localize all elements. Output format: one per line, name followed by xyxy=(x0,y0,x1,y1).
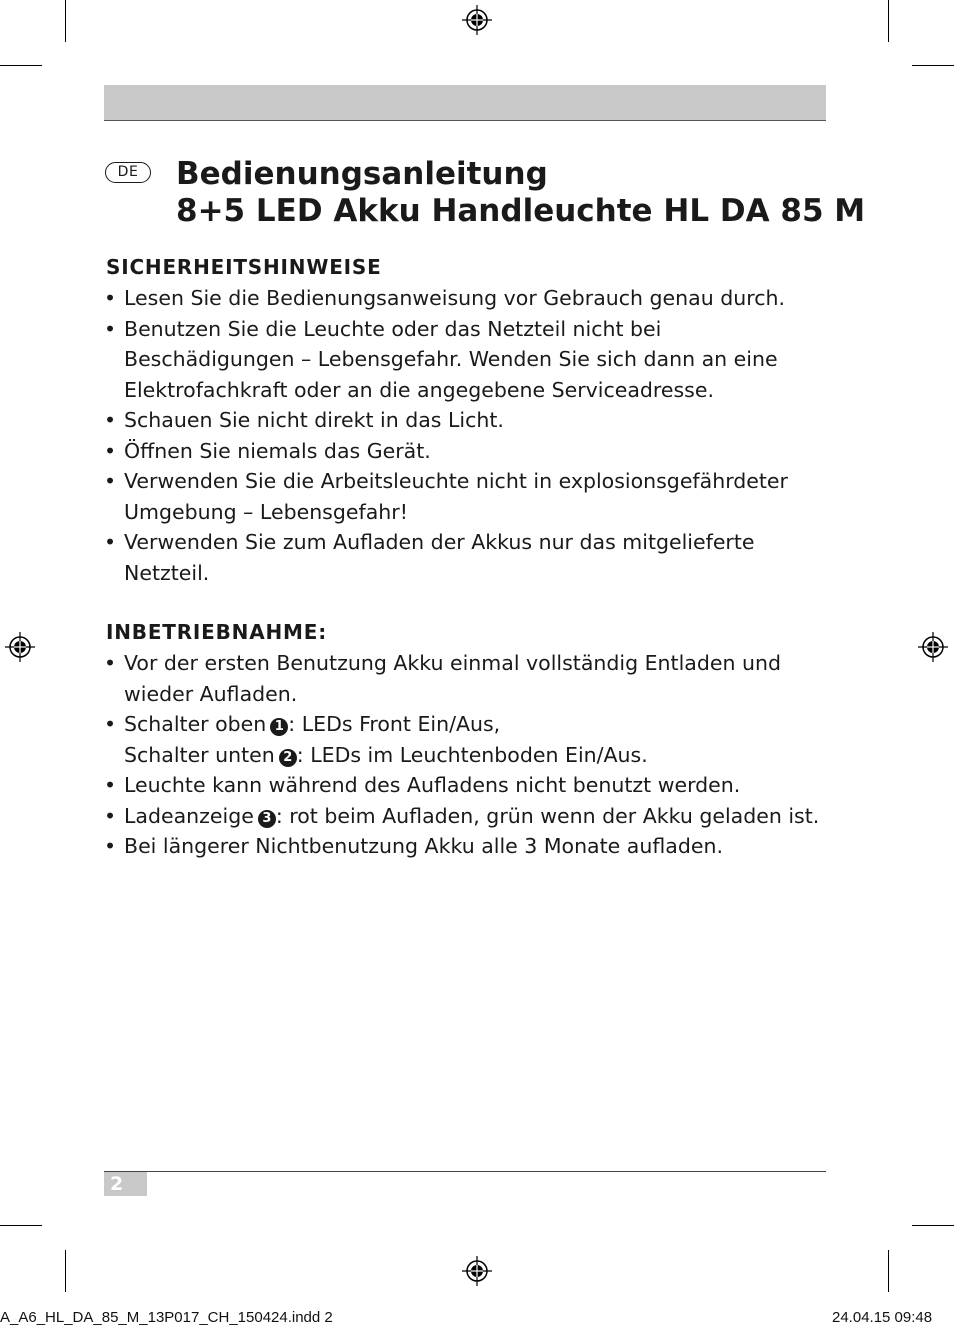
list-item: • Verwenden Sie die Arbeitsleuchte nicht in explosionsgefährdeter Umgebung – Lebensgefahr! xyxy=(104,469,788,524)
header-bar xyxy=(104,85,826,121)
list-item: • Ladeanzeige 3 : rot beim Aufladen, grün wenn der Akku geladen ist. xyxy=(104,803,820,828)
page-title xyxy=(176,156,865,230)
section-heading-safety: SICHERHEITSHINWEISE xyxy=(106,255,382,279)
registration-mark-icon xyxy=(5,632,35,662)
crop-mark xyxy=(912,65,954,66)
print-date-time: 24.04.15 09:48 xyxy=(832,1309,933,1326)
list-item: • Vor der ersten Benutzung Akku einmal vollständig Entladen und wieder Aufladen. xyxy=(104,651,781,706)
number-marker-3-icon: 3 xyxy=(258,810,276,828)
crop-mark xyxy=(0,1225,42,1226)
crop-mark xyxy=(0,65,42,66)
title-line-1: Bedienungsanleitung xyxy=(176,156,548,192)
list-item: • Schalter oben 1 : LEDs Front Ein/Aus, Schalter unten 2 : LEDs im Leuchtenboden Ein/Aus. xyxy=(104,712,648,767)
list-item: • Verwenden Sie zum Aufladen der Akkus nur das mitgelieferte Netzteil. xyxy=(104,530,755,585)
list-item: • Leuchte kann während des Aufladens nicht benutzt werden. xyxy=(104,773,741,797)
crop-mark xyxy=(65,1250,66,1292)
language-badge: DE xyxy=(105,162,151,183)
crop-mark xyxy=(65,0,66,42)
list-item: • Schauen Sie nicht direkt in das Licht. xyxy=(104,408,504,432)
registration-mark-icon xyxy=(462,5,492,35)
crop-mark xyxy=(888,1250,889,1292)
list-item: • Bei längerer Nichtbenutzung Akku alle 3 Monate aufladen. xyxy=(104,834,723,858)
safety-list xyxy=(104,283,824,588)
title-line-2: 8+5 LED Akku Handleuchte HL DA 85 M xyxy=(176,193,866,229)
number-marker-1-icon: 1 xyxy=(270,718,288,736)
list-item: • Lesen Sie die Bedienungsanweisung vor Gebrauch genau durch. xyxy=(104,286,785,310)
list-item: • Öffnen Sie niemals das Gerät. xyxy=(104,438,431,463)
registration-mark-icon xyxy=(918,632,948,662)
section-heading-startup: INBETRIEBNAHME: xyxy=(106,620,327,644)
file-slug: A_A6_HL_DA_85_M_13P017_CH_150424.indd 2 xyxy=(0,1309,333,1326)
startup-list xyxy=(104,648,824,862)
page-number: 2 xyxy=(104,1172,147,1196)
list-item: • Benutzen Sie die Leuchte oder das Netzteil nicht bei Beschädigungen – Lebensgefahr. Wenden Sie sich dann an eine Elektrofachkraft oder an die angegebene Serviceadresse. xyxy=(104,316,778,402)
footer-rule xyxy=(104,1171,826,1172)
registration-mark-icon xyxy=(462,1256,492,1286)
number-marker-2-icon: 2 xyxy=(279,749,297,767)
crop-mark xyxy=(912,1225,954,1226)
crop-mark xyxy=(888,0,889,42)
